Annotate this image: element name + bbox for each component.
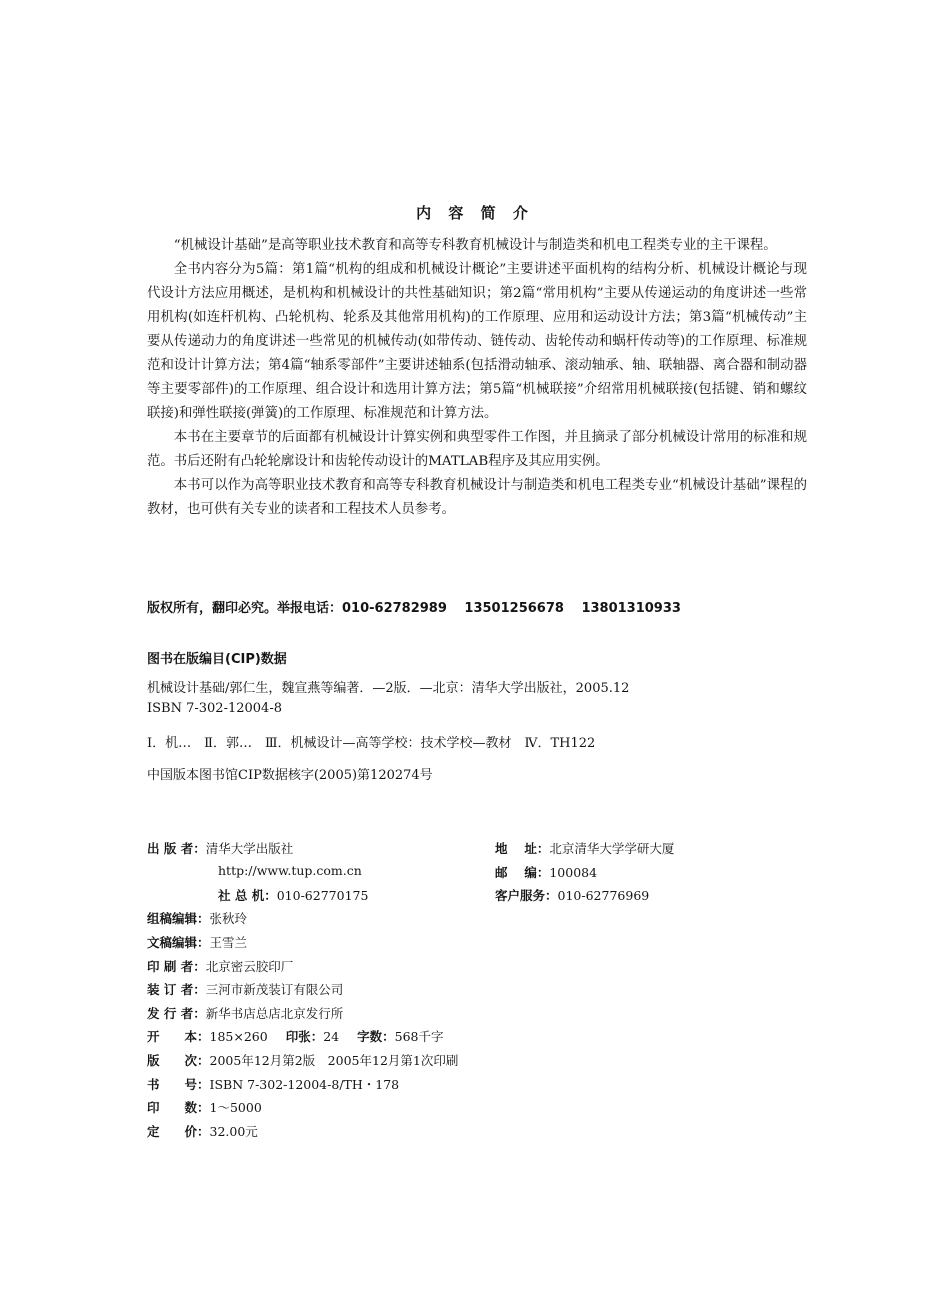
- copy-editor-label: 文稿编辑：: [147, 935, 210, 950]
- summary-paragraph-2: 全书内容分为5篇：第1篇“机构的组成和机械设计概论”主要讲述平面机构的结构分析、机械设计概论与现代设计方法应用概述，是机构和机械设计的共性基础知识；第2篇“常用机构”主要从传递运动的角度讲述一些常用机构(如连杆机构、凸轮机构、轮系及其他常用机构)的工作原理、应用和运动设计方法；第3篇“机械传动”主要从传递动力的角度讲述一些常见的机械传动(如带传动、链传动、齿轮传动和蜗杆传动等)的工作原理、标准规范和设计计算方法；第4篇“轴系零部件”主要讲述轴系(包括滑动轴承、滚动轴承、轴、联轴器、离合器和制动器等主要零部件)的工作原理、组合设计和选用计算方法；第5篇“机械联接”介绍常用机械联接(包括键、销和螺纹联接)和弹性联接(弹簧)的工作原理、标准规范和计算方法。: [147, 262, 807, 421]
- printer-row: [147, 957, 293, 975]
- binder-label: 装 订 者：: [147, 982, 206, 997]
- edition-value: 2005年12月第2版 2005年12月第1次印刷: [209, 1053, 459, 1068]
- copyright-notice: 版权所有，翻印必究。举报电话：010-62782989 13501256678 13801310933: [147, 601, 681, 616]
- edition-row: [147, 1051, 458, 1069]
- summary-body: [147, 234, 807, 522]
- price-value: 32.00元: [209, 1124, 258, 1139]
- format-value: 185×260: [209, 1029, 268, 1044]
- printer-value: 北京密云胶印厂: [205, 959, 294, 974]
- format-label: 开 本：: [147, 1029, 210, 1044]
- print-run-value: 1～5000: [209, 1100, 262, 1115]
- sheets-label: 印张：: [285, 1029, 324, 1044]
- summary-title: 内 容 简 介: [416, 204, 534, 222]
- cip-line-1: 机械设计基础/郭仁生，魏宣燕等编著．—2版．—北京：清华大学出版社，2005.12: [147, 681, 630, 696]
- print-run-label: 印 数：: [147, 1100, 210, 1115]
- word-count-value: 568千字: [394, 1029, 444, 1044]
- binder-value: 三河市新茂装订有限公司: [205, 982, 344, 997]
- acquisition-editor-row: [147, 909, 247, 927]
- summary-paragraph-1: “机械设计基础”是高等职业技术教育和高等专科教育机械设计与制造类和机电工程类专业的主干课程。: [173, 238, 777, 253]
- acquisition-editor-value: 张秋玲: [209, 911, 248, 926]
- print-run-row: [147, 1098, 262, 1116]
- isbn-row: [147, 1075, 399, 1093]
- cip-line-3: Ⅰ．机… Ⅱ．郭… Ⅲ．机械设计—高等学校：技术学校—教材 Ⅳ．TH122: [147, 736, 596, 751]
- printer-label: 印 刷 者：: [147, 959, 206, 974]
- publisher-url: http://www.tup.com.cn: [218, 863, 362, 878]
- cip-heading: 图书在版编目(CIP)数据: [147, 652, 287, 667]
- postcode-value: 100084: [549, 865, 598, 880]
- distributor-label: 发 行 者：: [147, 1006, 206, 1021]
- edition-label: 版 次：: [147, 1053, 210, 1068]
- publisher-row: [147, 839, 293, 857]
- postcode-row: [495, 863, 597, 881]
- cip-line-4: 中国版本图书馆CIP数据核字(2005)第120274号: [147, 768, 433, 783]
- postcode-label: 邮 编：: [495, 865, 550, 880]
- isbn-label: 书 号：: [147, 1077, 210, 1092]
- customer-service-value: 010-62776969: [557, 888, 650, 903]
- customer-service-row: [495, 886, 649, 904]
- customer-service-label: 客户服务：: [495, 888, 558, 903]
- summary-paragraph-4: 本书可以作为高等职业技术教育和高等专科教育机械设计与制造类和机电工程类专业“机械设计基础”课程的教材，也可供有关专业的读者和工程技术人员参考。: [147, 478, 807, 517]
- acquisition-editor-label: 组稿编辑：: [147, 911, 210, 926]
- binder-row: [147, 980, 343, 998]
- isbn-value: ISBN 7-302-12004-8/TH・178: [209, 1077, 400, 1092]
- switchboard-value: 010-62770175: [276, 888, 369, 903]
- format-row: [147, 1027, 443, 1045]
- distributor-value: 新华书店总店北京发行所: [205, 1006, 344, 1021]
- address-row: [495, 839, 674, 857]
- word-count-label: 字数：: [357, 1029, 395, 1044]
- summary-paragraph-3: 本书在主要章节的后面都有机械设计计算实例和典型零件工作图，并且摘录了部分机械设计常用的标准和规范。书后还附有凸轮轮廓设计和齿轮传动设计的MATLAB程序及其应用实例。: [147, 430, 807, 469]
- distributor-row: [147, 1004, 343, 1022]
- cip-line-2: ISBN 7-302-12004-8: [147, 701, 282, 716]
- copy-editor-value: 王雪兰: [209, 935, 248, 950]
- publisher-value: 清华大学出版社: [205, 841, 294, 856]
- address-label: 地 址：: [495, 841, 550, 856]
- price-row: [147, 1122, 258, 1140]
- address-value: 北京清华大学学研大厦: [549, 841, 675, 856]
- sheets-value: 24: [323, 1029, 340, 1044]
- switchboard-row: [218, 886, 368, 904]
- copy-editor-row: [147, 933, 247, 951]
- price-label: 定 价：: [147, 1124, 210, 1139]
- publisher-label: 出 版 者：: [147, 841, 206, 856]
- switchboard-label: 社 总 机：: [218, 888, 277, 903]
